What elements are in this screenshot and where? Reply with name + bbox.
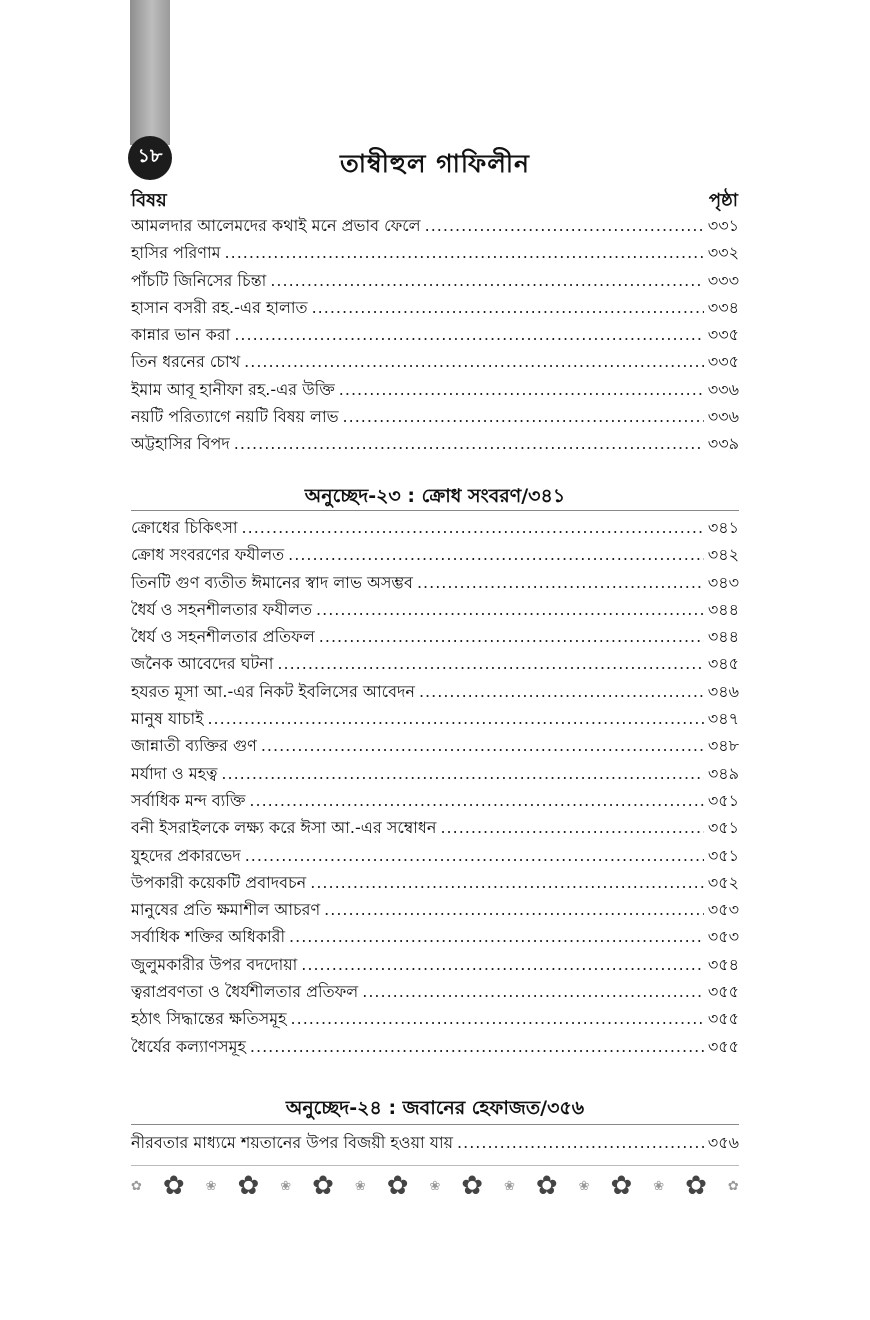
floral-ornament-border [131,1170,739,1202]
toc-entry-title: ত্বরাপ্রবণতা ও ধৈর্যশীলতার প্রতিফল [131,982,359,1002]
toc-entry-page: ৩৫৫ [707,1009,739,1029]
dot-leader [362,982,704,1001]
dot-leader [221,764,703,783]
dot-leader [242,518,704,537]
book-title: তাম্বীহুল গাফিলীন [340,149,530,178]
page-tab-strip [130,0,170,145]
toc-entry-title: ক্রোধ সংবরণের ফযীলত [131,545,285,565]
toc-entry-page: ৩৪৮ [707,736,739,756]
toc-entry [131,213,739,240]
toc-entry [131,651,739,678]
dot-leader [249,791,703,810]
toc-entry [131,377,739,404]
toc-entry-title: কান্নার ভান করা [131,325,231,345]
dot-leader [288,545,704,564]
toc-entry-page: ৩৫৩ [707,927,739,947]
toc-entry-page: ৩৪৩ [707,572,739,592]
toc-entry [131,1006,739,1033]
flower-icon: ✿ [237,1171,260,1201]
dot-leader [417,573,704,592]
toc-entry-title: বনী ইসরাইলকে লক্ষ্য করে ঈসা আ.-এর সম্বোধন [131,818,437,838]
flower-icon: ❀ [429,1178,441,1194]
toc-section-1 [131,213,739,459]
dot-leader [270,271,703,290]
toc-entry-page: ৩৩৩ [707,270,739,290]
toc-entry-page: ৩৫৪ [707,954,739,974]
toc-entry-title: হযরত মূসা আ.-এর নিকট ইবলিসের আবেদন [131,681,415,701]
toc-section-3 [131,1130,739,1157]
toc-entry-title: মানুষের প্রতি ক্ষমাশীল আচরণ [131,900,321,920]
toc-entry-page: ৩৩৯ [707,434,739,454]
dot-leader [457,1133,704,1152]
toc-entry-title: ইমাম আবূ হানীফা রহ.-এর উক্তি [131,379,335,399]
toc-entry [131,431,739,458]
toc-entry-title: মানুষ যাচাই [131,709,204,729]
dot-leader [339,380,704,399]
toc-entry-page: ৩৩৫ [707,325,739,345]
dot-leader [277,654,703,673]
toc-entry-page: ৩৩১ [707,216,739,235]
toc-entry-title: তিনটি গুণ ব্যতীত ঈমানের স্বাদ লাভ অসম্ভব [131,572,413,592]
toc-entry-page: ৩৫১ [707,845,739,865]
toc-entry [131,979,739,1006]
toc-entry [131,624,739,651]
page-number-badge: ১৮ [128,136,172,180]
toc-entry [131,542,739,569]
toc-entry [131,570,739,597]
toc-entry [131,597,739,624]
flower-icon: ✿ [312,1171,334,1201]
toc-entry [131,322,739,349]
flower-icon: ✿ [535,1171,558,1201]
toc-entry [131,679,739,706]
toc-entry-title: হাসির পরিণাম [131,243,221,263]
toc-entry-title: যুহদের প্রকারভেদ [131,845,241,865]
dot-leader [440,818,703,837]
toc-entry-title: জুলুমকারীর উপর বদদোয়া [131,954,298,974]
dot-leader [419,682,704,701]
toc-entry-title: নয়টি পরিত্যাগে নয়টি বিষয় লাভ [131,407,339,427]
dot-leader [319,627,704,646]
flower-icon: ✿ [727,1178,739,1194]
page-column-header: পৃষ্ঠা [708,190,738,211]
divider [131,510,739,511]
flower-icon: ❀ [205,1178,217,1194]
toc-entry [131,897,739,924]
flower-icon: ✿ [461,1171,484,1201]
dot-leader [316,600,704,619]
dot-leader [244,352,704,371]
dot-leader [234,434,704,453]
toc-entry [131,924,739,951]
toc-entry-page: ৩৪৫ [707,654,739,674]
dot-leader [324,900,704,919]
toc-entry [131,295,739,322]
subject-column-header: বিষয় [131,190,167,211]
footer-divider [131,1165,739,1166]
toc-entry-title: ক্রোধের চিকিৎসা [131,518,238,537]
dot-leader [301,955,704,974]
toc-entry-page: ৩৫২ [707,872,739,892]
toc-entry [131,404,739,431]
dot-leader [261,736,704,755]
toc-entry-title: মর্যাদা ও মহত্ব [131,763,218,783]
toc-entry-title: নীরবতার মাধ্যমে শয়তানের উপর বিজয়ী হওয়া যায় [131,1133,454,1152]
toc-entry-title: সর্বাধিক মন্দ ব্যক্তি [131,790,246,810]
toc-entry [131,952,739,979]
toc-entry-page: ৩৪১ [707,518,739,537]
toc-entry-page: ৩৪৬ [707,681,739,701]
flower-icon: ✿ [610,1171,633,1201]
toc-entry-title: সর্বাধিক শক্তির অধিকারী [131,927,286,947]
toc-entry-title: ধৈর্য ও সহনশীলতার ফযীলত [131,599,313,619]
toc-entry-page: ৩৫৬ [707,1133,739,1152]
toc-entry [131,788,739,815]
toc-entry-title: হঠাৎ সিদ্ধান্তের ক্ষতিসমূহ [131,1009,287,1029]
toc-entry [131,515,739,542]
toc-entry [131,843,739,870]
flower-icon: ❀ [354,1178,366,1194]
toc-entry-page: ৩৫১ [707,818,739,838]
toc-entry-page: ৩৩৬ [707,379,739,399]
flower-icon: ✿ [131,1178,142,1194]
toc-entry-title: অট্টহাসির বিপদ [131,434,230,454]
toc-entry [131,1130,739,1157]
flower-icon: ✿ [685,1171,707,1201]
dot-leader [289,927,704,946]
dot-leader [343,407,704,426]
toc-entry-title: পাঁচটি জিনিসের চিন্তা [131,270,267,290]
toc-entry [131,815,739,842]
toc-entry-title: তিন ধরনের চোখ [131,352,241,372]
dot-leader [291,1009,704,1028]
dot-leader [234,325,703,344]
dot-leader [312,298,704,317]
toc-entry [131,349,739,376]
flower-icon: ✿ [386,1171,409,1201]
toc-entry-page: ৩৫৫ [707,1036,739,1056]
toc-entry [131,761,739,788]
toc-entry-title: জনৈক আবেদের ঘটনা [131,654,274,674]
flower-icon: ✿ [162,1171,185,1201]
toc-entry-page: ৩৫৫ [707,982,739,1002]
toc-entry [131,706,739,733]
toc-entry-page: ৩৩৬ [707,407,739,427]
flower-icon: ❀ [280,1178,292,1194]
toc-entry [131,268,739,295]
toc-entry [131,733,739,760]
dot-leader [425,216,704,235]
dot-leader [225,243,704,262]
toc-entry [131,870,739,897]
dot-leader [245,846,704,865]
toc-entry-title: আমলদার আলেমদের কথাই মনে প্রভাব ফেলে [131,216,421,235]
flower-icon: ❀ [653,1178,665,1194]
toc-section-2 [131,515,739,1061]
dot-leader [310,873,704,892]
toc-entry-title: ধৈর্যের কল্যাণসমূহ [131,1036,246,1056]
toc-entry-page: ৩৩২ [707,243,739,263]
dot-leader [250,1037,704,1056]
toc-entry [131,240,739,267]
toc-entry-page: ৩৪৪ [707,627,739,647]
toc-entry-page: ৩৪৪ [707,599,739,619]
flower-icon: ❀ [578,1178,590,1194]
toc-entry-title: হাসান বসরী রহ.-এর হালাত [131,297,308,317]
dot-leader [207,709,703,728]
chapter-24-heading: অনুচ্ছেদ-২৪ : জবানের হেফাজত/৩৫৬ [285,1097,585,1119]
toc-entry-page: ৩৪৯ [707,763,739,783]
chapter-23-heading: অনুচ্ছেদ-২৩ : ক্রোধ সংবরণ/৩৪১ [304,485,566,507]
toc-entry-page: ৩৫৩ [707,900,739,920]
toc-entry-page: ৩৩৪ [707,297,739,317]
toc-entry-page: ৩৪৭ [707,709,739,729]
toc-entry [131,1034,739,1061]
toc-entry-title: উপকারী কয়েকটি প্রবাদবচন [131,872,307,892]
flower-icon: ❀ [504,1178,515,1194]
toc-entry-title: ধৈর্য ও সহনশীলতার প্রতিফল [131,627,315,647]
toc-entry-page: ৩৩৫ [707,352,739,372]
divider [131,1124,739,1125]
toc-entry-page: ৩৪২ [707,545,739,565]
toc-entry-title: জান্নাতী ব্যক্তির গুণ [131,736,257,756]
toc-entry-page: ৩৫১ [707,790,739,810]
